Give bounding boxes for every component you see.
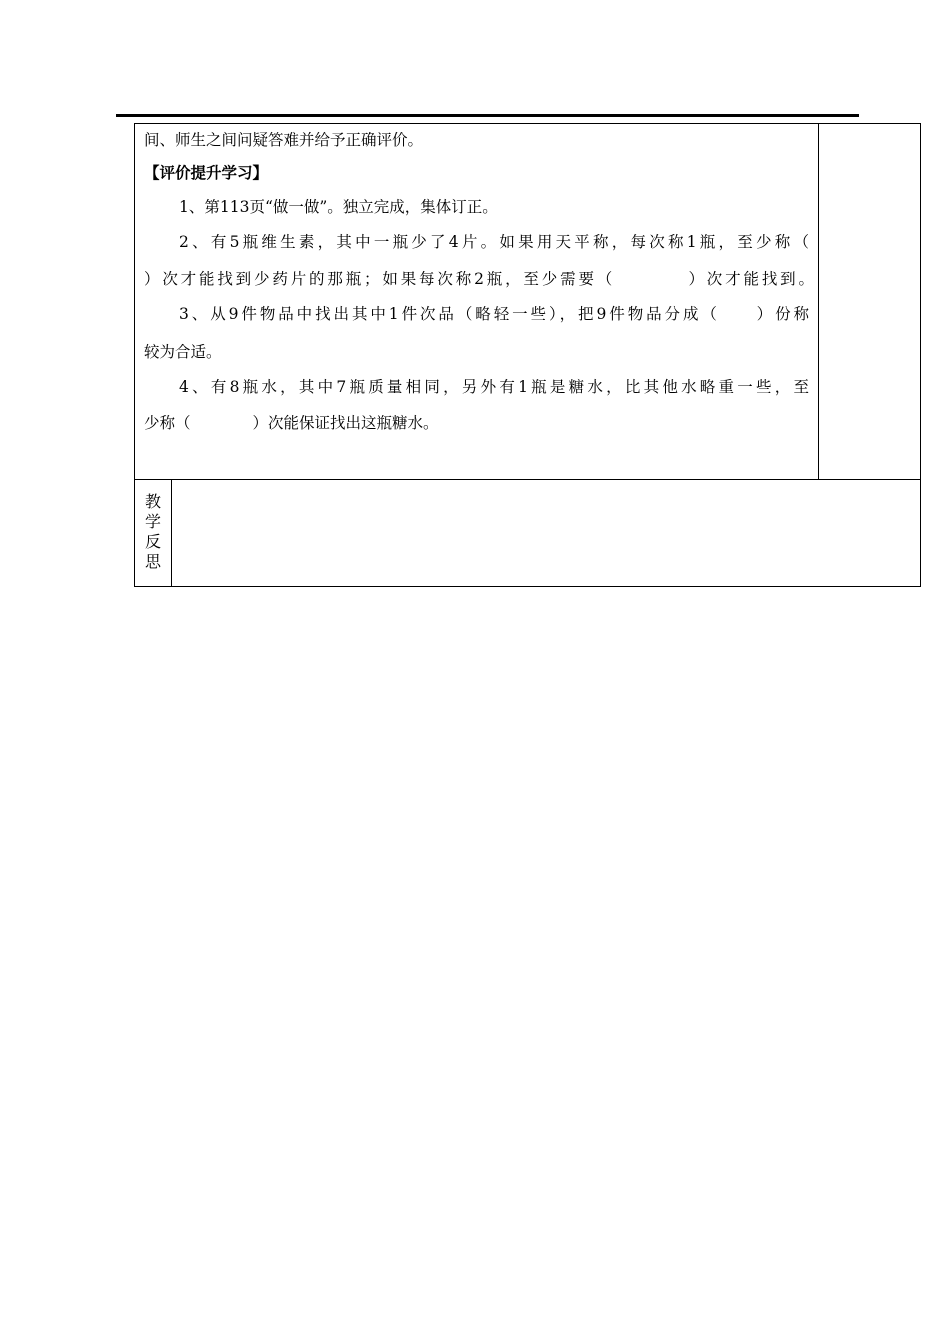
exercise-4-line-1: 4、有8瓶水，其中7瓶质量相同，另外有1瓶是糖水，比其他水略重一些，至	[179, 378, 809, 396]
header-rule	[116, 114, 859, 117]
lesson-table	[134, 123, 921, 587]
exercise-2-line-1: 2、有5瓶维生素，其中一瓶少了4片。如果用天平称，每次称1瓶，至少称（	[179, 233, 809, 251]
exercise-3-line-1: 3、从9件物品中找出其中1件次品（略轻一些），把9件物品分成（ ）份称	[179, 305, 809, 323]
notes-cell	[819, 124, 920, 479]
reflection-char-2: 学	[144, 512, 161, 531]
reflection-char-4: 思	[144, 552, 161, 571]
exercise-3-line-2: 较为合适。	[144, 343, 222, 361]
reflection-char-1: 教	[144, 492, 161, 511]
text-line-1: 间、师生之间问疑答难并给予正确评价。	[144, 131, 424, 149]
lesson-content-row	[135, 124, 920, 480]
section-heading: 【评价提升学习】	[144, 164, 269, 182]
reflection-char-3: 反	[144, 532, 161, 551]
reflection-label-cell	[135, 480, 172, 586]
exercise-4-line-2: 少称（ ）次能保证找出这瓶糖水。	[144, 414, 439, 432]
exercise-1: 1、第113页“做一做”。独立完成，集体订正。	[179, 198, 498, 216]
reflection-content-cell[interactable]	[172, 480, 920, 586]
exercise-2-line-2: ）次才能找到少药片的那瓶；如果每次称2瓶，至少需要（ ）次才能找到。	[144, 270, 814, 288]
reflection-label	[135, 492, 171, 572]
reflection-row	[135, 480, 920, 586]
lesson-content-cell	[135, 124, 819, 479]
